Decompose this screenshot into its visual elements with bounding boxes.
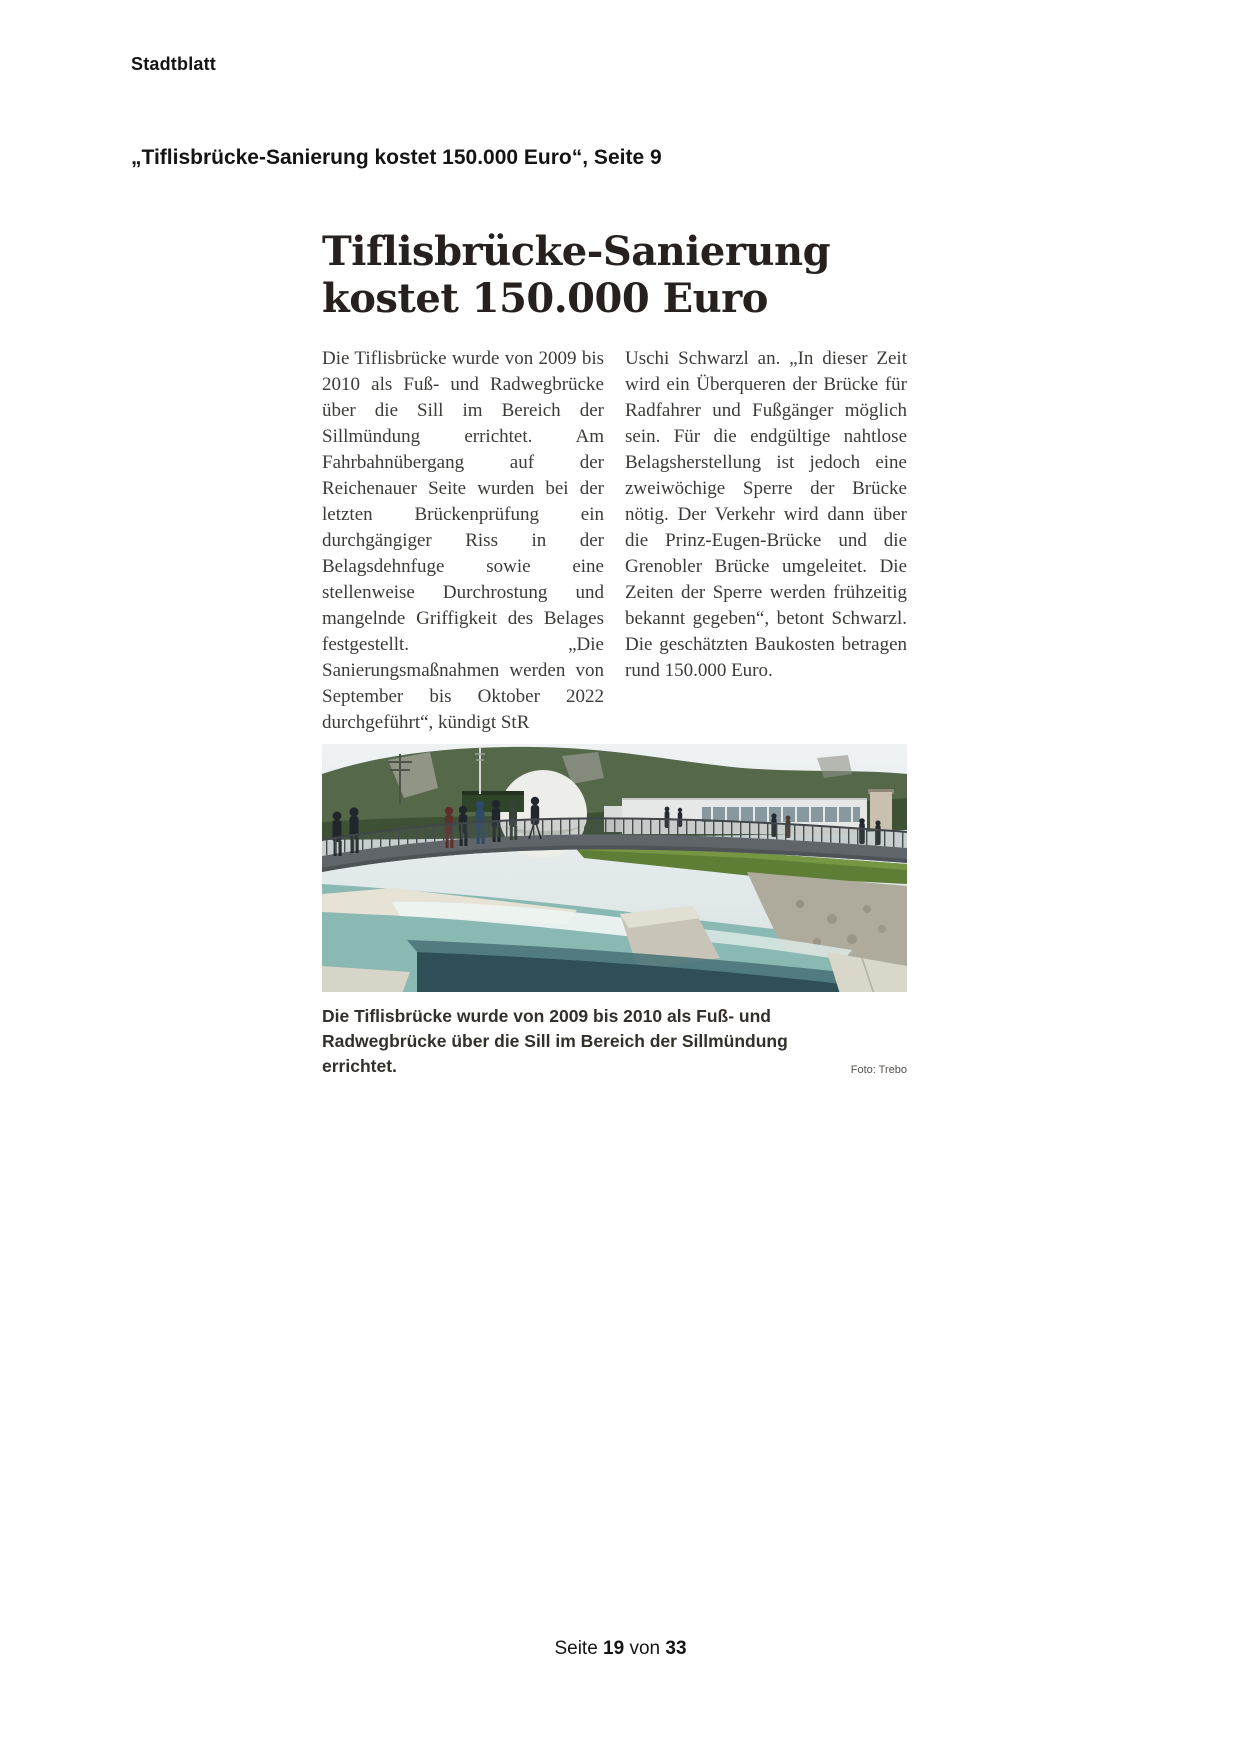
headline-line-2: kostet 150.000 Euro <box>322 275 768 322</box>
photo-credit: Foto: Trebo <box>850 1064 907 1076</box>
masthead: Stadtblatt <box>131 54 216 74</box>
headline-line-1: Tiflisbrücke-Sanierung <box>322 228 831 275</box>
footer-total-pages: 33 <box>665 1638 687 1659</box>
article-column-left: Die Tiflisbrücke wurde von 2009 bis 2010 als Fuß- und Radwegbrücke über die Sill im Bereich der Sillmündung errichtet. Am Fahrbahnübergang auf der Reichenauer Seite wurden bei der letzten Brückenprüfung ein durchgängiger Riss in der Belagsdehnfuge sowie eine stellenweise Durchrostung und mangelnde Griffigkeit des Belages festgestellt. „Die Sanierungsmaßnahmen werden von September bis Oktober 2022 durchgeführt“, kündigt StR <box>322 348 604 733</box>
footer-word-von: von <box>629 1638 661 1659</box>
caption-row <box>322 1004 907 1079</box>
article-headline <box>322 228 907 322</box>
footer-word-seite: Seite <box>554 1638 598 1659</box>
newspaper-clipping <box>322 228 907 1079</box>
clipping-reference: „Tiflisbrücke-Sanierung kostet 150.000 Euro“, Seite 9 <box>131 146 662 169</box>
bridge-photo-illustration <box>322 744 907 992</box>
article-photo <box>322 744 907 992</box>
article-column-right: Uschi Schwarzl an. „In dieser Zeit wird ein Überqueren der Brücke für Radfahrer und Fußgänger möglich sein. Für die endgültige nahtlose Belagsherstellung ist jedoch eine zweiwöchige Sperre der Brücke nötig. Der Verkehr wird dann über die Prinz-Eugen-Brücke und die Grenobler Brücke umgeleitet. Die Zeiten der Sperre werden frühzeitig bekannt gegeben“, betont Schwarzl. Die geschätzten Baukosten betragen rund 150.000 Euro. <box>625 348 907 681</box>
footer-current-page: 19 <box>603 1638 625 1659</box>
photo-caption: Die Tiflisbrücke wurde von 2009 bis 2010 als Fuß- und Radwegbrücke über die Sill im Bereich der Sillmündung errichtet. <box>322 1006 788 1076</box>
page-footer <box>0 1638 1241 1660</box>
article-body <box>322 346 907 736</box>
